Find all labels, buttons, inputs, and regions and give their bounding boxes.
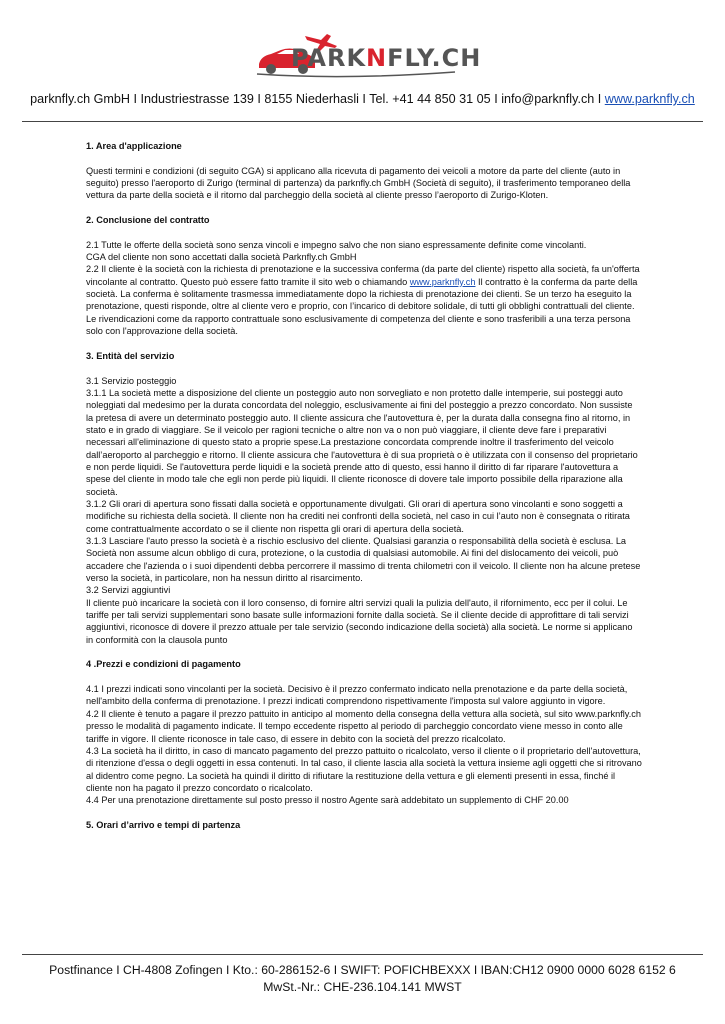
paragraph-text: 3.1.1 La società mette a disposizione del cliente un posteggio auto non sorvegliato e non protetto dalle intemperie, sui posteggi auto noleggiati dal medesimo per la durata concordata del noleggio, esclusivamente ai fini del posteggio a prezzo concordato. Non sussiste la pretesa di avere un determinato posteggio auto. Il cliente assicura che l'autovettura è, per la durata dalla consegna fino al ritorno, in stato e in grado di viaggiare. Se il veicolo per ragioni tecniche o altre non va o non può viaggiare, il cliente deve fare i preparativi necessari all'eliminazione di questo stato a proprie spese.La prestazione concordata comprende inoltre il trasferimento del veicolo dall’aeroporto al parcheggio e ritorno. Il cliente assicura che l'autovettura è di sua proprietà o è utilizzata con il consenso del proprietario e non perde liquidi. Se l'autovettura perde liquidi e la società prende atto di questo, essi hanno il diritto di far riparare l'autovettura a spese del cliente in modo tale che egli non perde più liquidi. Il cliente riconosce di dovere tale importo possibile della riparazione alla società. bbox=[86, 387, 638, 497]
paragraph-text: 4.4 Per una prenotazione direttamente sul posto presso il nostro Agente sarà addebitato un supplemento di CHF 20.00 bbox=[86, 795, 569, 806]
paragraph-text: 3.1.3 Lasciare l'auto presso la società è a rischio esclusivo del cliente. Qualsiasi garanzia o responsabilità della società è esclusa. La Società non assume alcun obbligo di cura, protezione, o la custodia di qualsiasi automobile. Ai fini del dislocamento dei veicoli, può accadere che l'azienda o i suoi dipendenti debba percorrere il massimo di trenta chilometri con il veicolo. Il cliente non ha alcune pretese verso la società, in particolare, non ha nessun diritto al risarcimento. bbox=[86, 536, 641, 584]
section-title: 1. Area d'applicazione bbox=[86, 141, 182, 151]
footer-divider bbox=[22, 954, 703, 955]
subsection-title: 3.2 Servizi aggiuntivi bbox=[86, 585, 171, 596]
paragraph-text: Il contratto è la conferma da parte della società. La conferma è solitamente trasmessa immediatamente dopo la richiesta di prenotazione dei clienti. Se un terzo ha eseguito la prenotazione, questi risponde, oltre al cliente vero e proprio, con l’incarico di debitore solidale, di tutti gli obblighi contrattuali del cliente. Le rivendicazioni come da rapporto contrattuale sono esclusivamente di competenza del cliente e sono trasferibili a una terza persona solo con l'approvazione della società. bbox=[86, 276, 638, 337]
header-divider bbox=[22, 121, 703, 122]
section-title: 2. Conclusione del contratto bbox=[86, 215, 210, 226]
website-link-inline[interactable]: www.parknfly.ch bbox=[409, 276, 476, 287]
section-title: 4 .Prezzi e condizioni di pagamento bbox=[86, 659, 241, 670]
document-body bbox=[86, 140, 642, 844]
paragraph-text: 4.3 La società ha il diritto, in caso di mancato pagamento del prezzo pattuito o ricalcolato, verso il cliente o il proprietario dell'autovettura, di ritenzione d'essa o degli oggetti in essa contenuti. In tal caso, il cliente lascia alla società la vettura insieme agli oggetti che si ritrovano al didentro come pegno. La società ha quindi il diritto di rifiutare la restituzione della vettura e gli elementi presenti in essa, finché il cliente non ha pagato il prezzo concordato o ricalcolato. bbox=[86, 745, 642, 793]
subsection-title: 3.1 Servizio posteggio bbox=[86, 375, 177, 386]
logo-wordmark: PARKNFLY.CH bbox=[291, 44, 482, 72]
footer-bank-line: Postfinance I CH-4808 Zofingen I Kto.: 60-286152-6 I SWIFT: POFICHBEXXX I IBAN:CH12 0900 0000 6028 6152 6 bbox=[49, 963, 676, 977]
paragraph-text: 2.2 Il cliente è la società con la richiesta di prenotazione e la successiva conferma (da parte del cliente) rispetto alla società, fa un'offerta vincolante al contratto. Questo può essere fatto tramite il sito web o chiamando bbox=[86, 264, 640, 287]
paragraph-text: Il cliente può incaricare la società con il loro consenso, di fornire altri servizi quali la pulizia dell'auto, il rifornimento, ecc per il colui. Le tariffe per tali servizi supplementari sono basate sulle informazioni fornite dalla società. Se il cliente decide di approfittare di tali servizi aggiuntivi, riconosce di dovere il prezzo attuale per tale servizio (secondo indicazione della società) alla società. Le norme si applicano in conformità con la clausola punto bbox=[86, 597, 633, 645]
paragraph: Questi termini e condizioni (di seguito CGA) si applicano alla ricevuta di pagamento dei veicoli a motore da parte del cliente (auto in seguito) presso l'aeroporto di Zurigo (terminal di partenza) da parknfly.ch GmbH (Società di seguito), il trasferimento temporaneo della vettura da parte della società e il ritorno dal parcheggio della società al cliente presso l’aeroporto di Zurigo-Kloten. bbox=[86, 165, 631, 201]
paragraph bbox=[86, 375, 642, 647]
section-title: 5. Orari d’arrivo e tempi di partenza bbox=[86, 819, 241, 830]
company-logo bbox=[255, 30, 482, 82]
section-title: 3. Entità del servizio bbox=[86, 350, 175, 361]
contact-line bbox=[0, 92, 725, 106]
paragraph-text: 3.1.2 Gli orari di apertura sono fissati dalla società e opportunamente divulgati. Gli orari di apertura sono vincolanti e sono soggetti a modifiche su richiesta della società. Il cliente non ha crediti nei confronti della società, nel caso in cui l’auto non è consegnata o ritirata come contrattualmente accordato o se il cliente non rispetta gli orari di apertura della società. bbox=[86, 498, 630, 534]
paragraph-text: 4.2 Il cliente è tenuto a pagare il prezzo pattuito in anticipo al momento della consegna della vettura alla società, sul sito www.parknfly.ch presso le modalità di pagamento indicate. Il tempo eccedente rispetto al periodo di parcheggio concordato viene messo in conto alle tariffe in vigore. Il cliente riconosce in tale caso, di essere in debito con la società del prezzo ricalcolato. bbox=[86, 708, 641, 744]
paragraph-line: 2.1 Tutte le offerte della società sono senza vincoli e impegno salvo che non siano espressamente definite come vincolanti. bbox=[86, 239, 587, 250]
footer bbox=[0, 962, 725, 996]
website-link[interactable]: www.parknfly.ch bbox=[604, 92, 695, 106]
paragraph bbox=[86, 239, 642, 264]
contact-text: parknfly.ch GmbH I Industriestrasse 139 I 8155 Niederhasli I Tel. +41 44 850 31 05 I info@parknfly.ch I bbox=[30, 92, 605, 106]
paragraph bbox=[86, 263, 642, 337]
footer-vat-line: MwSt.-Nr.: CHE-236.104.141 MWST bbox=[263, 980, 462, 994]
paragraph-text: 4.1 I prezzi indicati sono vincolanti per la società. Decisivo è il prezzo confermato indicato nella prenotazione e da parte della società, nell'ambito della conferma di prenotazione. I prezzi indicati comprendono rispettivamente l'imposta sul valore aggiunto in vigore. bbox=[86, 684, 628, 707]
paragraph bbox=[86, 683, 642, 806]
paragraph-line: CGA del cliente non sono accettati dalla società Parknfly.ch GmbH bbox=[86, 252, 357, 263]
